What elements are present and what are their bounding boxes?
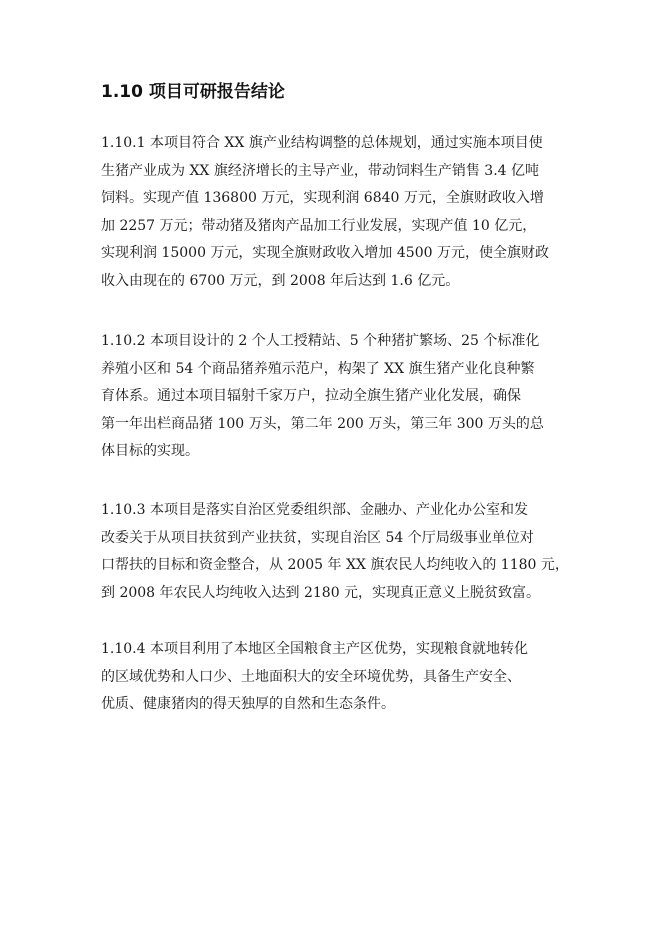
paragraph-line: 养殖小区和 54 个商品猪养殖示范户，构架了 XX 旗生猪产业化良种繁 [101,360,535,377]
paragraph-1-10-3 [101,497,569,607]
paragraph-line: 饲料。实现产值 136800 万元，实现利润 6840 万元，全旗财政收入增 [101,190,544,206]
section-heading: 1.10 项目可研报告结论 [101,82,285,102]
paragraph-line: 优质、健康猪肉的得天独厚的自然和生态条件。 [101,696,395,712]
paragraph-line: 实现利润 15000 万元，实现全旗财政收入增加 4500 万元，使全旗财政 [101,245,549,261]
paragraph-line: 的区域优势和人口少、土地面积大的安全环境优势，具备生产安全、 [101,668,521,685]
paragraph-line: 1.10.1 本项目符合 XX 旗产业结构调整的总体规划，通过实施本项目使 [101,135,543,151]
paragraph-line: 1.10.2 本项目设计的 2 个人工授精站、5 个种猪扩繁场、25 个标准化 [101,333,540,349]
paragraph-line: 生猪产业成为 XX 旗经济增长的主导产业，带动饲料生产销售 3.4 亿吨 [101,162,539,179]
paragraph-line: 体目标的实现。 [101,443,199,459]
paragraph-line: 育体系。通过本项目辐射千家万户，拉动全旗生猪产业化发展，确保 [101,388,521,404]
paragraph-1-10-1 [101,130,549,295]
paragraph-line: 改委关于从项目扶贫到产业扶贫，实现自治区 54 个厅局级事业单位对 [101,529,534,546]
paragraph-line: 1.10.3 本项目是落实自治区党委组织部、金融办、产业化办公室和发 [101,502,528,518]
paragraph-line: 口帮扶的目标和资金整合，从 2005 年 XX 旗农民人均纯收入的 1180 元， [101,557,569,573]
paragraph-line: 第一年出栏商品猪 100 万头，第二年 200 万头，第三年 300 万头的总 [101,415,544,432]
paragraph-line: 收入由现在的 6700 万元，到 2008 年后达到 1.6 亿元。 [101,272,460,289]
paragraph-line: 加 2257 万元；带动猪及猪肉产品加工行业发展，实现产值 10 亿元， [101,217,537,234]
paragraph-line: 1.10.4 本项目利用了本地区全国粮食主产区优势，实现粮食就地转化 [101,641,528,657]
paragraph-line: 到 2008 年农民人均纯收入达到 2180 元，实现真正意义上脱贫致富。 [101,584,541,601]
paragraph-1-10-2 [101,328,544,466]
paragraph-1-10-4 [101,636,528,719]
